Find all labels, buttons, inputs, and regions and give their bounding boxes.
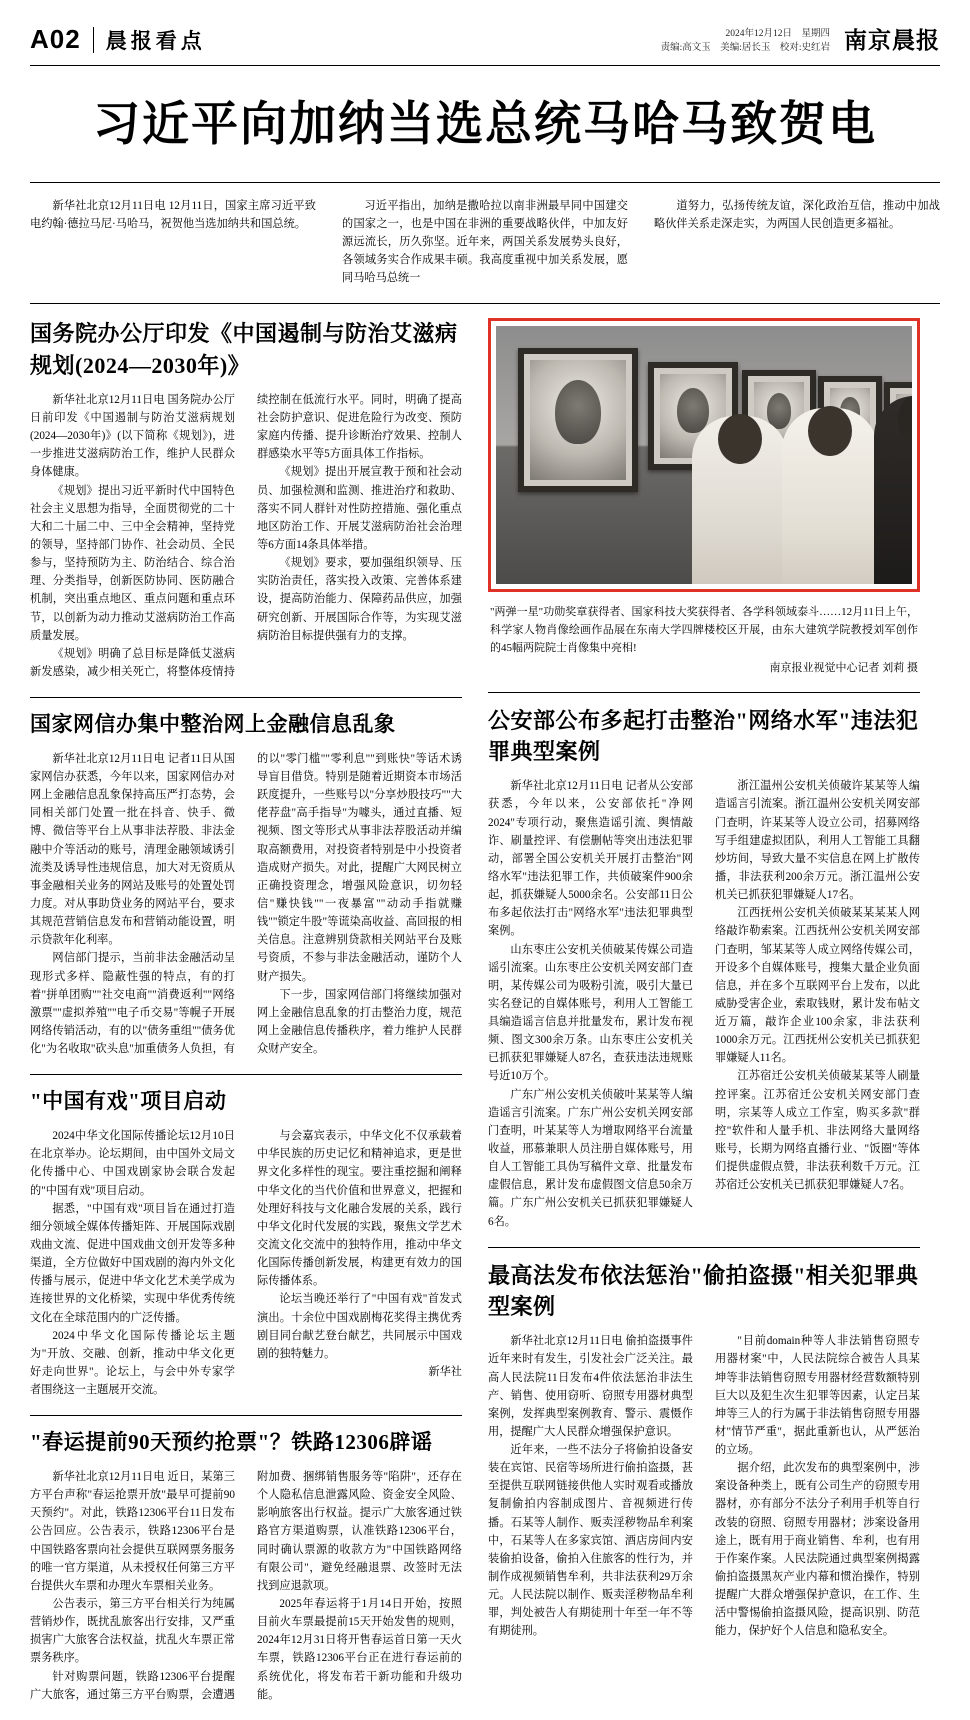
visitor-figure (782, 408, 878, 584)
divider-aids-finance (30, 697, 462, 698)
lead-article (30, 183, 940, 304)
article-court-body (488, 1332, 920, 1640)
masthead-divider (93, 27, 94, 53)
page-title: 习近平向加纳当选总统马哈马致贺电 (93, 99, 877, 151)
photo-caption-text: "两弹一星"功勋奖章获得者、国家科技大奖获得者、各学科领域泰斗……12月11日上午，科学家人物肖像绘画作品展在东南大学四牌楼校区开展，由东大建筑学院教授刘军创作的45幅两院院士肖像集中亮相! (490, 606, 918, 654)
masthead (30, 0, 940, 55)
divider-navy-court (488, 1247, 920, 1248)
divider-culture-railway (30, 1415, 462, 1416)
divider-finance-culture (30, 1074, 462, 1075)
article-railway (30, 1428, 462, 1704)
left-column-block (30, 318, 462, 1719)
article-navy-body (488, 777, 920, 1231)
portrait-frame (518, 348, 638, 492)
article-navy-column-1: 新华社北京12月11日电 记者从公安部获悉，今年以来，公安部依托"净网2024"专项行动，聚焦造谣引流、舆情敲诈、刷量控评、有偿删帖等突出违法犯罪动，部署全国公安机关开展打击整治"网络水军"违法犯罪工作，共侦破案件900余起，抓获嫌疑人5000余名。公安部11日公布多起依法打击"网络水军"违法犯罪典型案例。 山东枣庄公安机关侦破某传媒公司造谣引流案。山东枣庄公安机关网安部门查明，某传媒公司为吸粉引流，吸引大量已实名登记的自媒体账号，利用人工智能工具编造谣言信息并批量发布，累计发布视频、图文300余万条。山东枣庄公安机关已抓获犯罪嫌疑人87名，查获违法违规账号近10万个。 广东广州公安机关侦破叶某某等人编造谣言引流案。广东广州公安机关网安部门查明，叶某某等人为增取网络平台流量收益，邢慕兼职人员注册自媒体账号，用自人工智能工具伪写稿件文章、批量发布虚假信息，累计发布虚假图文信息50余万篇。广东广州公安机关已抓获犯罪嫌疑人6名。 (488, 780, 693, 1228)
article-court (488, 1260, 920, 1641)
masthead-rule (30, 65, 940, 66)
right-column-block (488, 318, 920, 1719)
photo-credit: 南京报业视觉中心记者 刘莉 摄 (769, 662, 918, 675)
lead-column-3: 道努力，弘扬传统友谊，深化政治互信，推动中加战略伙伴关系走深走实，为两国人民创造更多福祉。 (654, 199, 940, 230)
section-title: 晨报看点 (105, 28, 206, 53)
article-culture-title: "中国有戏"项目启动 (30, 1089, 227, 1114)
article-court-column-2: "目前domain种等人非法销售窃照专用器材案"中，人民法院综合被告人具某坤等非法销售窃照专用器材经营数额特别巨大以及犯生次生犯罪等因素，认定吕某坤等三人的行为属于非法销售窃照专用器材"情节严重"，据此重新也认，从严惩治的立场。 据介绍，此次发布的典型案例中，涉案设备种类上，既有公司生产的窃照专用器材，亦有部分不法分子利用手机等自行改装的窃照、窃照专用器材；涉案设备用途上，既有用于商业销售、牟利，也有用于作案作案。人民法院通过典型案例揭露偷拍盗摄黑灰产业内幕和惯治操作，特别提醒广大群众增强保护意识，在工作、生活中警惕偷拍盗摄风险，提高识别、防范能力，保护好个人信息和隐私安全。 (715, 1335, 920, 1638)
article-aids (30, 318, 462, 681)
issue-date: 2024年12月12日 星期四 (725, 28, 830, 39)
article-railway-title: "春运提前90天预约抢票"？铁路12306辟谣 (30, 1430, 433, 1455)
photo-figure (488, 318, 920, 592)
article-aids-body: 新华社北京12月11日电 国务院办公厅日前印发《中国遏制与防治艾滋病规划(2024—2030年)》(以下简称《规划》)，进一步推进艾滋病防治工作，维护人民群众身体健康。 《规划》提出习近平新时代中国特色社会主义思想为指导，全面贯彻党的二十大和二十届二中、三中全会精神，坚持党的领导，坚持部门协作、社会动员、全民参与，坚持预防为主、防治结合、综合治理、分类指导，创新医防协同、医防融合机制，突出重点地区、重点问题和重点环节，以创新为动力推动艾滋病防治工作高质量发展。 《规划》明确了总目标是降低艾滋病新发感染，减少相关死亡，将整体疫情持续控制在低流行水平。同时，明确了提高社会防护意识、促进危险行为改变、预防家庭内传播、提升诊断治疗效果、控制人群感染水平等5方面具体工作指标。 《规划》提出开展宣教于预和社会动员、加强检测和监测、推进治疗和救助、落实不同人群针对性防控措施、强化重点地区防治工作、开展艾滋病防治社会治理等6方面14条具体举措。 《规划》要求，要加强组织领导、压实防治责任，落实投入改策、完善体系建设，提高防治能力、保障药品供应，加强研究创新、开展国际合作等，为实现艾滋病防治目标提供强有力的支撑。 (30, 393, 462, 678)
article-aids-title: 国务院办公厅印发《中国遏制与防治艾滋病规划(2024—2030年)》 (30, 321, 458, 378)
photo-caption (488, 602, 920, 677)
newspaper-logo: 南京晨报 (844, 28, 940, 53)
visitor-figure (874, 396, 912, 584)
lead-column-2: 习近平指出，加纳是撒哈拉以南非洲最早同中国建交的国家之一，也是中国在非洲的重要战略伙伴，中加友好源远流长，历久弥坚。近年来，两国关系发展势头良好，各领域务实合作成果丰硕。我高度重视中加关系发展，愿同马哈马总统一 (342, 199, 628, 285)
article-navy (488, 705, 920, 1231)
article-court-title: 最高法发布依法惩治"偷拍盗摄"相关犯罪典型案例 (488, 1262, 919, 1319)
photo-image (496, 326, 912, 584)
lead-column-1: 新华社北京12月11日电 12月11日，国家主席习近平致电约翰·德拉马尼·马哈马，祝贺他当选加纳共和国总统。 (30, 199, 316, 230)
masthead-left (30, 24, 206, 55)
editor-credits: 责编:高文玉 美编:居长玉 校对:史红岩 (660, 42, 830, 53)
divider-photo-navy (488, 692, 920, 693)
article-finance-body: 新华社北京12月11日电 记者11日从国家网信办获悉，今年以来，国家网信办对网上金融信息乱象保持高压严打态势，会同相关部门处置一批在抖音、快手、微博、微信等平台上从事非法荐股、非法金融中介等活动的账号，清理金融领域诱引流类及诱导性违规信息，加大对无资质从事金融相关业务的网站及账号的处置处罚力度。对从事助贷业务的网站平台，要求其规范营销信息发布和营销动能设置，明示贷款年化利率。 网信部门提示，当前非法金融活动呈现形式多样、隐蔽性强的特点，有的打着"拼单团购""社交电商""消费返利""网络激票""虚拟养殖""电子币交易"等幌子开展网络传销活动，有的以"债务重组""债务优化"为名收取"砍头息"加重债务人负担，有的以"零门槛""零利息""到账快"等话术诱导盲目借贷。特别是随着近期资本市场活跃度提升，一些账号以"分享炒股技巧""大佬荐盘"高手指导"为噱头，通过直播、短视频、图文等形式从事非法荐股活动并编取高额费用，对投资者特别是中小投资者造成财产损失。对此，提醒广大网民树立正确投资理念，增强风险意识，切勿轻信"赚快钱""一夜暴富""动动手指就赚钱""锁定牛股"等谎染高收益、高回报的相关信息。注意辨别贷款相关网站平台及账号资质，不参与非法金融活动，谨防个人财产损失。 下一步，国家网信部门将继续加强对网上金融信息乱象的打击整治力度，规范网上金融信息传播秩序，着力维护人民群众财产安全。 (30, 752, 462, 1056)
article-culture (30, 1087, 462, 1399)
article-railway-body: 新华社北京12月11日电 近日，某第三方平台声称"春运抢票开放"最早可提前90天预约"。对此，铁路12306平台11日发布公告回应。公告表示，铁路12306平台是中国铁路客票向社会提供互联网票务服务的唯一官方渠道，从未授权任何第三方平台提供火车票和办理火车票相关业务。 公告表示，第三方平台相关行为纯属营销炒作，既扰乱旅客出行安排，又严重损害广大旅客合法权益，扰乱火车票正常票务秩序。 针对购票问题，铁路12306平台提醒广大旅客，通过第三方平台购票，会遭遇附加费、捆绑销售服务等"陷阱"，还存在个人隐私信息泄露风险、资金安全风险、影响旅客出行权益。提示广大旅客通过铁路官方渠道购票，认准铁路12306平台，同时确认票源的收款方为"中国铁路网络有限公司"，避免经融退票、改签时无法找到应退款项。 2025年春运将于1月14日开始，按照目前火车票最提前15天开始发售的规则，2024年12月31日将开售春运首日第一天火车票，铁路12306平台正在进行春运前的系统优化，将发布若干新功能和升级功能。 (30, 1471, 462, 1701)
article-navy-title: 公安部公布多起打击整治"网络水军"违法犯罪典型案例 (488, 707, 919, 764)
article-court-column-1: 新华社北京12月11日电 偷拍盗摄事件近年来时有发生，引发社会广泛关注。最高人民法院11日发布4件依法惩治非法生产、销售、使用窃听、窃照专用器材典型案例，发挥典型案例教育、警示、震慑作用，提醒广大人民群众增强保护意识。 近年来，一些不法分子将偷拍设备安装在宾馆、民宿等场所进行偷拍盗摄，甚至提供互联网链接供他人实时观看或播放复制偷拍内容制成图片、音视频进行传播。石某等人制作、贩卖淫秽物品牟利案中，石某等人在多家宾馆、酒店房间内安装偷拍设备，偷拍入住旅客的性行为，并制作成视频销售牟利，共非法获利29万余元。人民法院以制作、贩卖淫秽物品牟利罪，判处被告人有期徒刑十年至一年不等有期徒刑。 (488, 1335, 693, 1638)
masthead-meta (661, 27, 830, 56)
article-finance-title: 国家网信办集中整治网上金融信息乱象 (30, 712, 396, 737)
main-body (30, 304, 940, 1719)
article-finance (30, 710, 462, 1058)
masthead-right (661, 22, 940, 55)
article-culture-signoff: 新华社 (428, 1365, 462, 1378)
article-culture-body: 2024中华文化国际传播论坛12月10日在北京举办。论坛期间，由中国外文局文化传播中心、中国戏剧家协会联合发起的"中国有戏"项目启动。 据悉，"中国有戏"项目旨在通过打造细分领域全媒体传播矩阵、开展国际戏剧戏曲文流、促进中国戏曲文创开发等多种渠道，全方位做好中国戏剧的海内外文化传播与展示，促进中华文化艺术美学成为连接世界的文化桥梁，实现中华优秀传统文化在全球范围内的广泛传播。 2024中华文化国际传播论坛主题为"开放、交融、创新，推动中华文化更好走向世界"。论坛上，与会中外专家学者围绕这一主题展开交流。 与会嘉宾表示，中华文化不仅承载着中华民族的历史记忆和精神追求，更是世界文化多样性的现宝。要注重挖掘和阐释中华文化的当代价值和世界意义，把握和处理好科技与文化融合发展的关系，践行中华文化时代发展的实践，聚焦文学艺术交流文化交流中的独特作用，推动中华文化国际传播创新发展，构建更有效力的国际传播体系。 论坛当晚还举行了"中国有戏"首发式演出。十余位中国戏剧梅花奖得主携优秀剧目同台献艺登台献艺，共同展示中国戏剧的独特魅力。 新华社 (30, 1130, 462, 1397)
page-number: A02 (30, 24, 81, 54)
visitor-figure (692, 416, 788, 584)
article-navy-column-2: 浙江温州公安机关侦破许某某等人编造谣言引流案。浙江温州公安机关网安部门查明，许某某等人设立公司，招募网络写手组建虚拟团队，利用人工智能工具翻炒坊间，导致大量不实信息在网上扩散传播，非法获利200余万元。浙江温州公安机关已抓获犯罪嫌疑人17名。 江西抚州公安机关侦破某某某某人网络敲诈勒索案。江西抚州公安机关网安部门查明，邹某某等人成立网络传媒公司，开设多个自媒体账号，搜集大量企业负面信息，并在多个互联网平台上发布，以此威胁受害企业，索取钱财，累计发布帖文近万篇，敲诈企业100余家，非法获利1000余万元。江西抚州公安机关已抓获犯罪嫌疑人11名。 江苏宿迁公安机关侦破某某等人刷量控评案。江苏宿迁公安机关网安部门查明，宗某等人成立工作室，购买多款"群控"软件和人量手机、非法网络大量网络账号，长期为网络直播行业、"饭圈"等体们提供虚假点赞，非法获利数千万元。江苏宿迁公安机关已抓获犯罪嫌疑人7名。 (715, 780, 920, 1192)
